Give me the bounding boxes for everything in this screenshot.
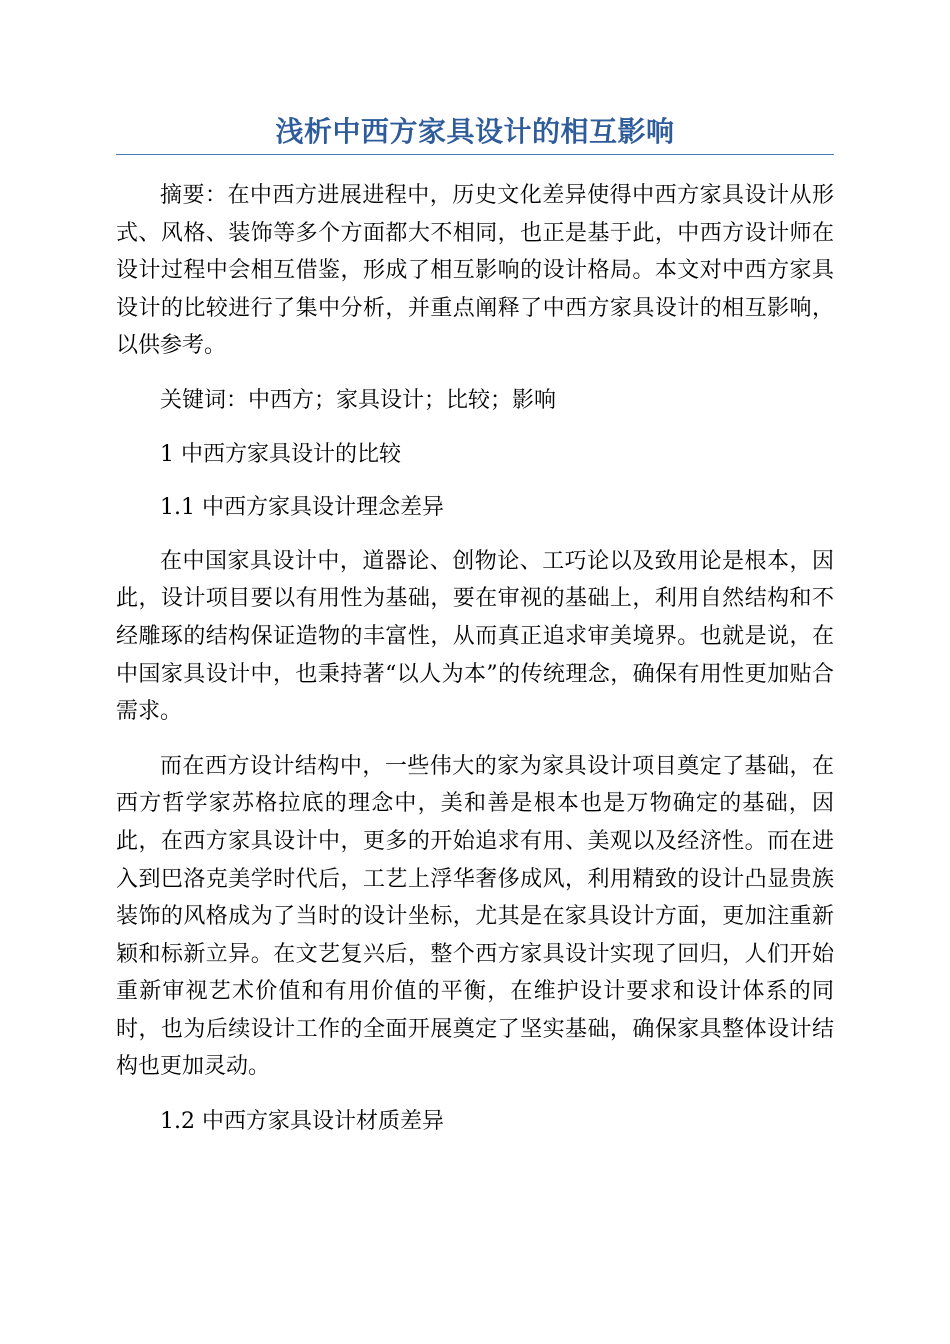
keywords-line: 关键词：中西方；家具设计；比较；影响 bbox=[160, 387, 557, 413]
subsection-heading-1-2: 1.2 中西方家具设计材质差异 bbox=[160, 1109, 444, 1135]
abstract-paragraph: 摘要：在中西方进展进程中，历史文化差异使得中西方家具设计从形式、风格、装饰等多个方面都大不相同，也正是基于此，中西方设计师在设计过程中会相互借鉴，形成了相互影响的设计格局。本文对中西方家具设计的比较进行了集中分析，并重点阐释了中西方家具设计的相互影响，以供参考。 bbox=[116, 183, 834, 359]
section-heading-1: 1 中西方家具设计的比较 bbox=[160, 441, 401, 467]
document-title: 浅析中西方家具设计的相互影响 bbox=[116, 112, 834, 155]
document-page bbox=[116, 112, 834, 1157]
document-body bbox=[116, 177, 834, 1141]
subsection-heading-1-1: 1.1 中西方家具设计理念差异 bbox=[160, 495, 444, 521]
body-paragraph: 在中国家具设计中，道器论、创物论、工巧论以及致用论是根本，因此，设计项目要以有用性为基础，要在审视的基础上，利用自然结构和不经雕琢的结构保证造物的丰富性，从而真正追求审美境界。也就是说，在中国家具设计中，也秉持著“以人为本”的传统理念，确保有用性更加贴合需求。 bbox=[116, 548, 834, 725]
body-paragraph: 而在西方设计结构中，一些伟大的家为家具设计项目奠定了基础，在西方哲学家苏格拉底的理念中，美和善是根本也是万物确定的基础，因此，在西方家具设计中，更多的开始追求有用、美观以及经济性。而在进入到巴洛克美学时代后，工艺上浮华奢侈成风，利用精致的设计凸显贵族装饰的风格成为了当时的设计坐标，尤其是在家具设计方面，更加注重新颖和标新立异。在文艺复兴后，整个西方家具设计实现了回归，人们开始重新审视艺术价值和有用价值的平衡，在维护设计要求和设计体系的同时，也为后续设计工作的全面开展奠定了坚实基础，确保家具整体设计结构也更加灵动。 bbox=[116, 753, 834, 1080]
